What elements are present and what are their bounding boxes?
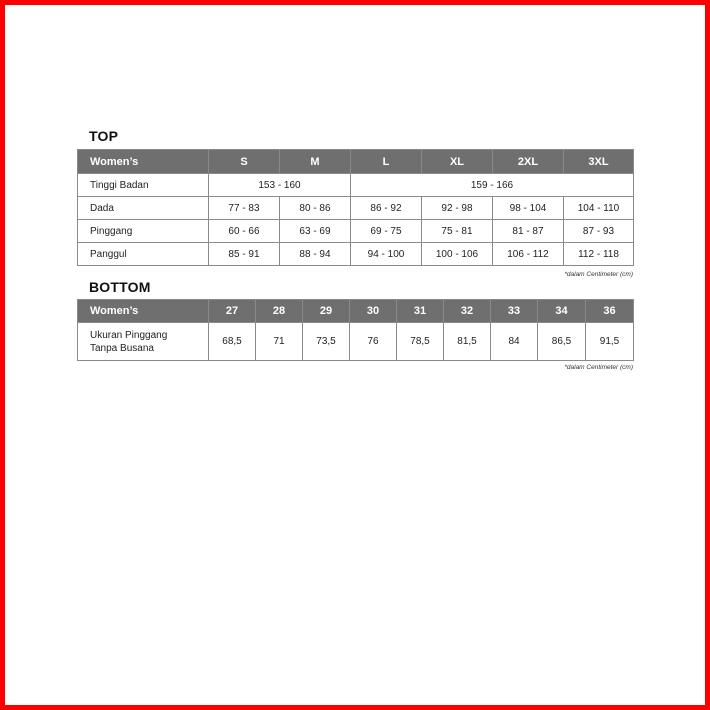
table-row bbox=[78, 197, 634, 220]
bottom-header-31: 31 bbox=[397, 300, 444, 323]
tinggi-badan-large: 159 - 166 bbox=[351, 174, 634, 197]
table-cell: 88 - 94 bbox=[280, 243, 351, 266]
top-header-womens: Women’s bbox=[78, 150, 209, 174]
bottom-header-30: 30 bbox=[350, 300, 397, 323]
table-row bbox=[78, 243, 634, 266]
table-cell: 91,5 bbox=[586, 323, 634, 361]
top-header-m: M bbox=[280, 150, 351, 174]
table-cell: 73,5 bbox=[303, 323, 350, 361]
table-cell: 85 - 91 bbox=[209, 243, 280, 266]
bottom-header-27: 27 bbox=[209, 300, 256, 323]
table-cell: 69 - 75 bbox=[351, 220, 422, 243]
bottom-header-32: 32 bbox=[444, 300, 491, 323]
bottom-header-36: 36 bbox=[586, 300, 634, 323]
table-row bbox=[78, 220, 634, 243]
table-cell: 81,5 bbox=[444, 323, 491, 361]
table-cell: 60 - 66 bbox=[209, 220, 280, 243]
row-label-dada: Dada bbox=[78, 197, 209, 220]
top-unit-note: *dalam Centimeter (cm) bbox=[564, 271, 633, 278]
bottom-size-table bbox=[77, 299, 634, 361]
table-cell: 71 bbox=[256, 323, 303, 361]
row-label-line1: Ukuran Pinggang bbox=[90, 329, 168, 341]
table-cell: 78,5 bbox=[397, 323, 444, 361]
table-cell: 112 - 118 bbox=[564, 243, 634, 266]
top-header-row bbox=[78, 150, 634, 174]
bottom-unit-note: *dalam Centimeter (cm) bbox=[564, 364, 633, 371]
table-cell: 81 - 87 bbox=[493, 220, 564, 243]
top-size-table bbox=[77, 149, 634, 266]
table-cell: 76 bbox=[350, 323, 397, 361]
table-cell: 98 - 104 bbox=[493, 197, 564, 220]
table-row bbox=[78, 323, 634, 361]
table-cell: 92 - 98 bbox=[422, 197, 493, 220]
top-header-xl: XL bbox=[422, 150, 493, 174]
bottom-header-34: 34 bbox=[538, 300, 586, 323]
table-cell: 80 - 86 bbox=[280, 197, 351, 220]
table-cell: 75 - 81 bbox=[422, 220, 493, 243]
bottom-section-title: BOTTOM bbox=[89, 279, 151, 295]
table-cell: 94 - 100 bbox=[351, 243, 422, 266]
table-cell: 63 - 69 bbox=[280, 220, 351, 243]
table-row bbox=[78, 174, 634, 197]
table-cell: 77 - 83 bbox=[209, 197, 280, 220]
bottom-header-28: 28 bbox=[256, 300, 303, 323]
top-header-l: L bbox=[351, 150, 422, 174]
row-label-pinggang: Pinggang bbox=[78, 220, 209, 243]
bottom-header-row bbox=[78, 300, 634, 323]
table-cell: 106 - 112 bbox=[493, 243, 564, 266]
bottom-header-womens: Women’s bbox=[78, 300, 209, 323]
row-label-line2: Tanpa Busana bbox=[90, 342, 154, 354]
table-cell: 86,5 bbox=[538, 323, 586, 361]
table-cell: 100 - 106 bbox=[422, 243, 493, 266]
row-label-tinggi-badan: Tinggi Badan bbox=[78, 174, 209, 197]
table-cell: 86 - 92 bbox=[351, 197, 422, 220]
top-header-3xl: 3XL bbox=[564, 150, 634, 174]
row-label-ukuran-pinggang bbox=[78, 323, 209, 361]
tinggi-badan-small: 153 - 160 bbox=[209, 174, 351, 197]
top-header-s: S bbox=[209, 150, 280, 174]
table-cell: 104 - 110 bbox=[564, 197, 634, 220]
bottom-header-29: 29 bbox=[303, 300, 350, 323]
top-header-2xl: 2XL bbox=[493, 150, 564, 174]
bottom-header-33: 33 bbox=[491, 300, 538, 323]
table-cell: 84 bbox=[491, 323, 538, 361]
table-cell: 87 - 93 bbox=[564, 220, 634, 243]
top-section-title: TOP bbox=[89, 128, 119, 144]
table-cell: 68,5 bbox=[209, 323, 256, 361]
row-label-panggul: Panggul bbox=[78, 243, 209, 266]
